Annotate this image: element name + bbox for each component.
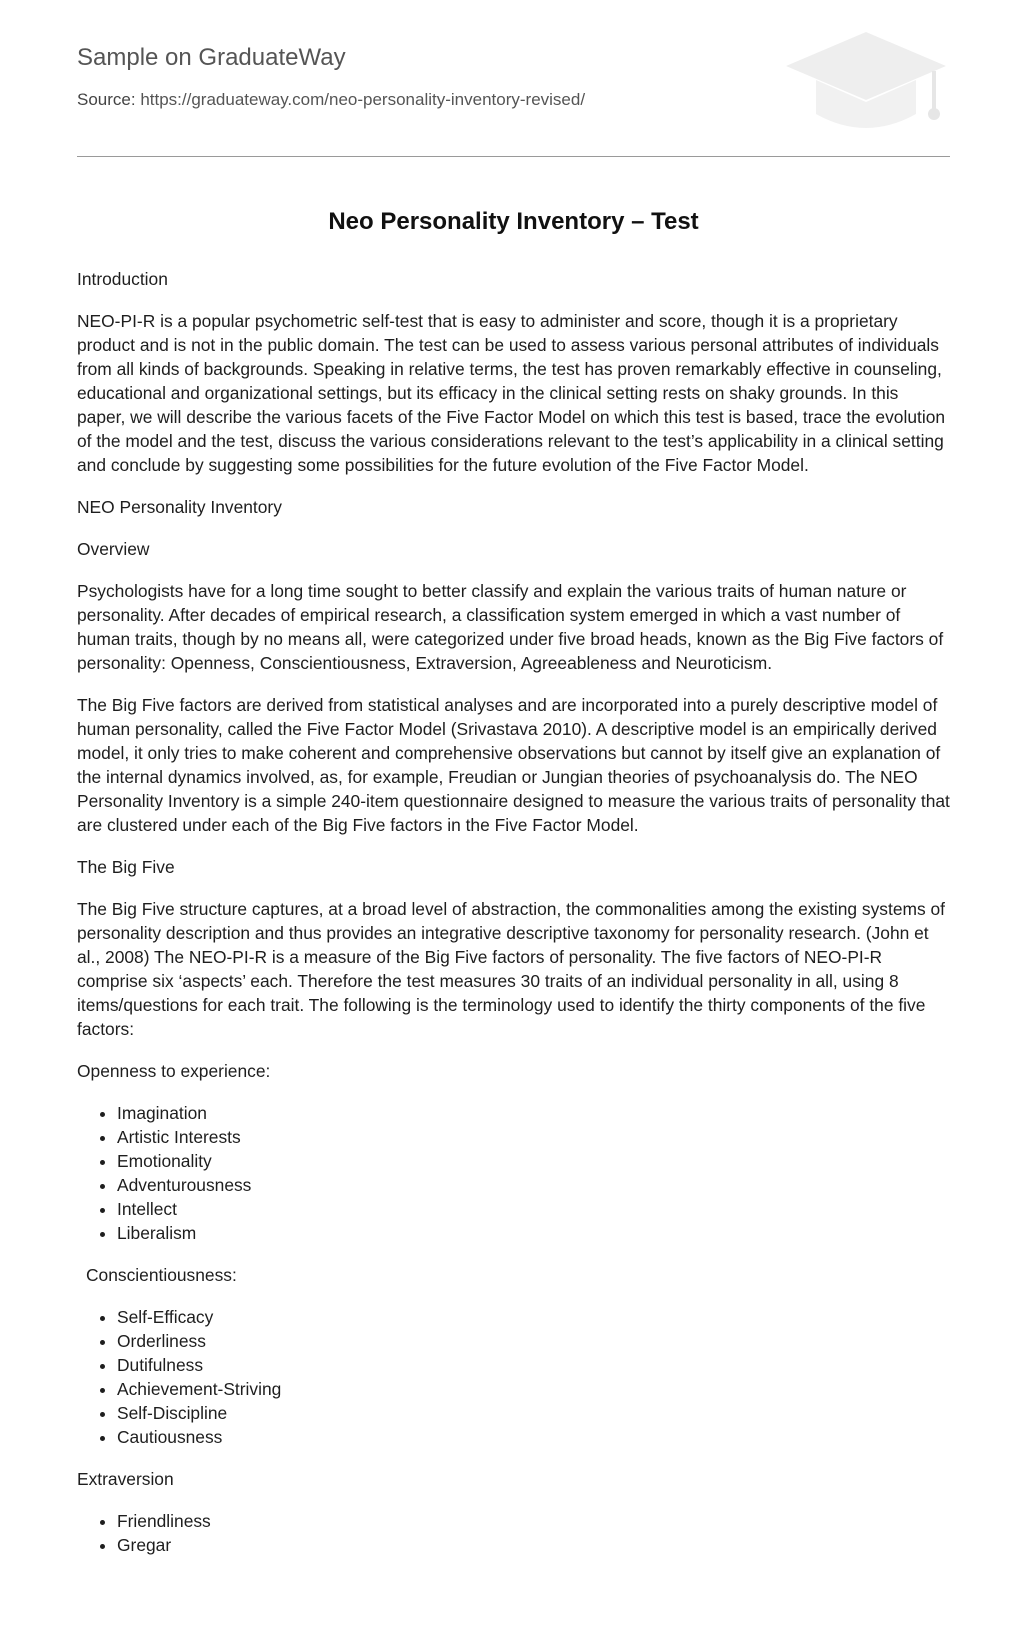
- openness-list: [77, 1101, 950, 1245]
- list-item: • Cautiousness: [117, 1425, 950, 1449]
- site-title: Sample on GraduateWay: [77, 44, 346, 71]
- list-item: • Self-Efficacy: [117, 1305, 950, 1329]
- bigfive-model-paragraph: The Big Five factors are derived from statistical analyses and are incorporated into a purely descriptive model of human personality, called the Five Factor Model (Srivastava 2010). A descriptive model is an empirically derived model, it only tries to make coherent and comprehensive observations but cannot by itself give an explanation of the internal dynamics involved, as, for example, Freudian or Jungian theories of psychoanalysis do. The NEO Personality Inventory is a simple 240-item questionnaire designed to measure the various traits of personality that are clustered under each of the Big Five factors in the Five Factor Model.: [77, 695, 950, 835]
- list-item: • Emotionality: [117, 1149, 950, 1173]
- neo-heading: NEO Personality Inventory: [77, 497, 282, 517]
- extraversion-heading: Extraversion: [77, 1469, 174, 1489]
- source-link[interactable]: https://graduateway.com/neo-personality-inventory-revised/: [140, 90, 586, 109]
- page-title: Neo Personality Inventory – Test: [328, 208, 699, 235]
- list-item: • Self-Discipline: [117, 1401, 950, 1425]
- conscientiousness-list: [77, 1305, 950, 1449]
- source-label: Source:: [77, 90, 136, 109]
- article-body: [77, 267, 950, 1557]
- intro-paragraph: NEO-PI-R is a popular psychometric self-test that is easy to administer and score, though it is a proprietary product and is not in the public domain. The test can be used to assess various personal attributes of individuals from all kinds of backgrounds. Speaking in relative terms, the test has proven remarkably effective in counseling, educational and organizational settings, but its efficacy in the clinical setting rests on shaky grounds. In this paper, we will describe the various facets of the Five Factor Model on which this test is based, trace the evolution of the model and the test, discuss the various considerations relevant to the test’s applicability in a clinical setting and conclude by suggesting some possibilities for the future evolution of the Five Factor Model.: [77, 311, 946, 475]
- list-item: • Artistic Interests: [117, 1125, 950, 1149]
- document-page: [77, 0, 950, 1575]
- source-line: [77, 90, 585, 110]
- bigfive-heading: The Big Five: [77, 857, 175, 877]
- conscientiousness-heading: Conscientiousness:: [86, 1265, 237, 1285]
- list-item: • Gregar: [117, 1533, 950, 1557]
- list-item: • Dutifulness: [117, 1353, 950, 1377]
- graduation-cap-icon: [782, 30, 950, 134]
- page-header: [77, 0, 950, 157]
- list-item: • Orderliness: [117, 1329, 950, 1353]
- list-item: • Friendliness: [117, 1509, 950, 1533]
- list-item: • Liberalism: [117, 1221, 950, 1245]
- list-item: • Achievement-Striving: [117, 1377, 950, 1401]
- introduction-heading: Introduction: [77, 269, 168, 289]
- bigfive-paragraph: The Big Five structure captures, at a broad level of abstraction, the commonalities among the existing systems of personality description and thus provides an integrative descriptive taxonomy for personality research. (John et al., 2008) The NEO-PI-R is a measure of the Big Five factors of personality. The five factors of NEO-PI-R comprise six ‘aspects’ each. Therefore the test measures 30 traits of an individual personality in all, using 8 items/questions for each trait. The following is the terminology used to identify the thirty components of the five factors:: [77, 899, 946, 1039]
- list-item: • Imagination: [117, 1101, 950, 1125]
- openness-heading: Openness to experience:: [77, 1061, 271, 1081]
- overview-paragraph: Psychologists have for a long time sought to better classify and explain the various traits of human nature or personality. After decades of empirical research, a classification system emerged in which a vast number of human traits, though by no means all, were categorized under five broad heads, known as the Big Five factors of personality: Openness, Conscientiousness, Extraversion, Agreeableness and Neuroticism.: [77, 581, 944, 673]
- list-item: • Adventurousness: [117, 1173, 950, 1197]
- extraversion-list: [77, 1509, 950, 1557]
- list-item: • Intellect: [117, 1197, 950, 1221]
- overview-heading: Overview: [77, 539, 150, 559]
